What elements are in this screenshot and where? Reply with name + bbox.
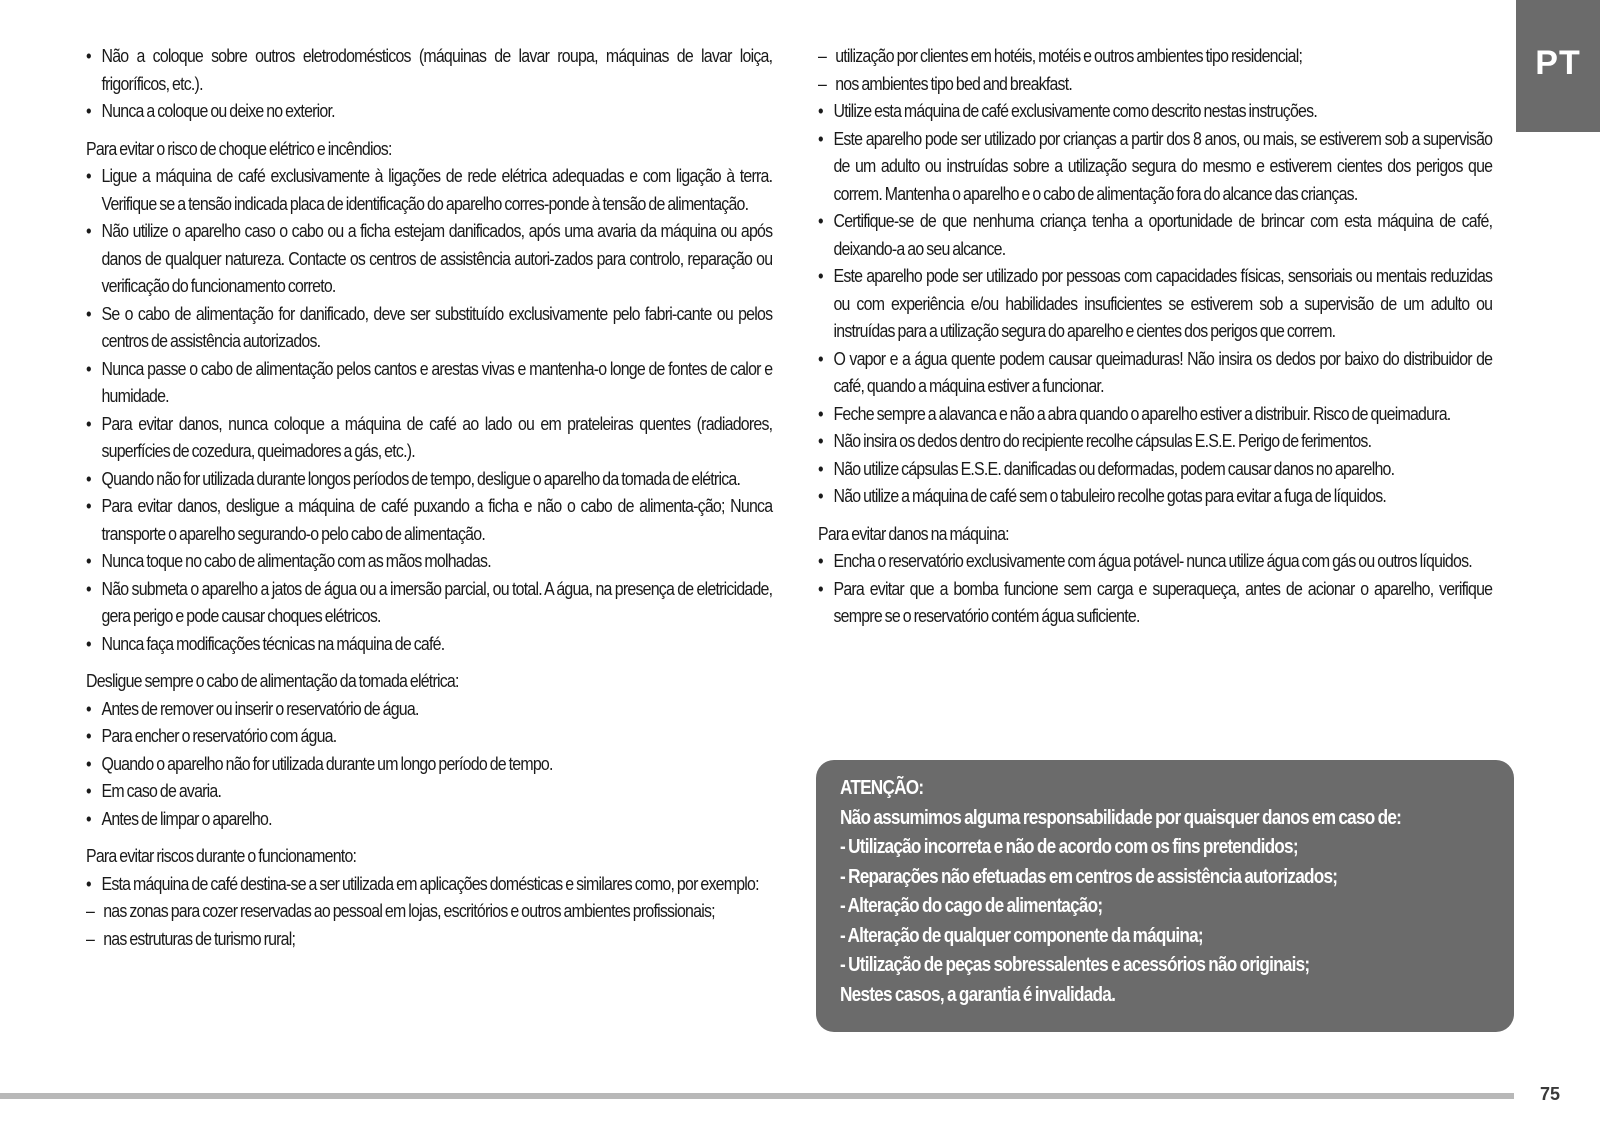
list-item: • Para encher o reservatório com água.: [86, 722, 772, 750]
list-item: • Não utilize a máquina de café sem o tabuleiro recolhe gotas para evitar a fuga de líquidos.: [818, 482, 1492, 510]
list-item: • Feche sempre a alavanca e não a abra quando o aparelho estiver a distribuir. Risco de queimadura.: [818, 400, 1492, 428]
left-column: [86, 42, 772, 952]
list-item: • O vapor e a água quente podem causar queimaduras! Não insira os dedos por baixo do distribuidor de café, quando a máquina estiver a funcionar.: [818, 345, 1492, 400]
placement-list: [86, 42, 772, 125]
list-item: • Se o cabo de alimentação for danificado, deve ser substituído exclusivamente pelo fabri-cante ou pelos centros de assistência autorizados.: [86, 300, 772, 355]
list-item: • Nunca a coloque ou deixe no exterior.: [86, 97, 772, 125]
list-item: • Quando não for utilizada durante longos períodos de tempo, desligue o aparelho da tomada de elétrica.: [86, 465, 772, 493]
list-item: • Encha o reservatório exclusivamente com água potável- nunca utilize água com gás ou outros líquidos.: [818, 547, 1492, 575]
warning-line: - Alteração do cago de alimentação;: [840, 895, 1103, 917]
warning-line: - Reparações não efetuadas em centros de assistência autorizados;: [840, 865, 1338, 888]
section-lead-machine: Para evitar danos na máquina:: [818, 522, 1009, 544]
right-column: [818, 42, 1492, 630]
list-item: • Utilize esta máquina de café exclusivamente como descrito nestas instruções.: [818, 97, 1492, 125]
list-item: • Não submeta o aparelho a jatos de água ou a imersão parcial, ou total. A água, na presença de eletricidade, gera perigo e pode causar choques elétricos.: [86, 575, 772, 630]
dash-item: – nas zonas para cozer reservadas ao pessoal em lojas, escritórios e outros ambientes profissionais;: [86, 900, 715, 921]
section-lead-unplug: Desligue sempre o cabo de alimentação da tomada elétrica:: [86, 670, 459, 691]
list-item: • Para evitar que a bomba funcione sem carga e superaqueça, antes de acionar o aparelho, verifique sempre se o reservatório contém água suficiente.: [818, 575, 1492, 630]
section-lead-operation: Para evitar riscos durante o funcionamento:: [86, 845, 357, 866]
warning-title: ATENÇÃO:: [840, 777, 924, 799]
list-item: • Este aparelho pode ser utilizado por pessoas com capacidades físicas, sensoriais ou mentais reduzidas ou com experiência e/ou habilidades insuficientes se estiverem sob a supervisão de um adulto ou instruídas para a utilização segura do aparelho e cientes dos perigos que correm.: [818, 262, 1492, 345]
list-item: • Em caso de avaria.: [86, 777, 772, 805]
operation-list: [86, 870, 772, 898]
page-number: 75: [1540, 1084, 1561, 1104]
warning-line: - Utilização incorreta e não de acordo com os fins pretendidos;: [840, 836, 1298, 858]
machine-list: [818, 547, 1492, 630]
list-item: • Para evitar danos, desligue a máquina de café puxando a ficha e não o cabo de alimenta-ção; Nunca transporte o aparelho segurando-o pelo cabo de alimentação.: [86, 492, 772, 547]
section-lead-shock: Para evitar o risco de choque elétrico e incêndios:: [86, 137, 392, 159]
shock-list: [86, 162, 772, 657]
list-item: • Nunca faça modificações técnicas na máquina de café.: [86, 630, 772, 658]
list-item: • Não a coloque sobre outros eletrodomésticos (máquinas de lavar roupa, máquinas de lavar loiça, frigoríficos, etc.).: [86, 42, 772, 97]
list-item: • Para evitar danos, nunca coloque a máquina de café ao lado ou em prateleiras quentes (radiadores, superfícies de cozedura, queimadores a gás, etc.).: [86, 410, 772, 465]
warning-box: [816, 760, 1514, 1032]
dash-item: – nos ambientes tipo bed and breakfast.: [818, 72, 1073, 94]
dash-item: – utilização por clientes em hotéis, motéis e outros ambientes tipo residencial;: [818, 45, 1303, 66]
list-item: • Nunca toque no cabo de alimentação com as mãos molhadas.: [86, 547, 772, 575]
list-item: • Ligue a máquina de café exclusivamente à ligações de rede elétrica adequadas e com ligação à terra. Verifique se a tensão indicada placa de identificação do aparelho corres-ponde à tensão de alimentação.: [86, 162, 772, 217]
warning-content: [840, 774, 1487, 1010]
list-item: • Não utilize cápsulas E.S.E. danificadas ou deformadas, podem causar danos no aparelho.: [818, 455, 1492, 483]
environment-dash-list: [818, 42, 1492, 97]
list-item: • Nunca passe o cabo de alimentação pelos cantos e arestas vivas e mantenha-o longe de fontes de calor e humidade.: [86, 355, 772, 410]
list-item: • Não utilize o aparelho caso o cabo ou a ficha estejam danificados, após uma avaria da máquina ou após danos de qualquer natureza. Contacte os centros de assistência autori-zados para controlo, reparação ou verificação do funcionamento correto.: [86, 217, 772, 300]
list-item: • Não insira os dedos dentro do recipiente recolhe cápsulas E.S.E. Perigo de ferimentos.: [818, 427, 1492, 455]
list-item: • Esta máquina de café destina-se a ser utilizada em aplicações domésticas e similares como, por exemplo:: [86, 870, 772, 898]
list-item: • Antes de remover ou inserir o reservatório de água.: [86, 695, 772, 723]
warning-line: Não assumimos alguma responsabilidade por quaisquer danos em caso de:: [840, 806, 1402, 829]
dash-item: – nas estruturas de turismo rural;: [86, 927, 296, 949]
list-item: • Este aparelho pode ser utilizado por crianças a partir dos 8 anos, ou mais, se estiverem sob a supervisão de um adulto ou instruídas sobre a utilização segura do mesmo e estiverem cientes dos perigos que correm. Mantenha o aparelho e o cabo de alimentação fora do alcance das crianças.: [818, 125, 1492, 208]
unplug-list: [86, 695, 772, 833]
language-tab: PT: [1516, 0, 1600, 132]
bottom-rule: [0, 1093, 1514, 1099]
list-item: • Antes de limpar o aparelho.: [86, 805, 772, 833]
operation-dash-list: [86, 897, 772, 952]
warning-line: - Alteração de qualquer componente da máquina;: [840, 924, 1203, 947]
warning-line: Nestes casos, a garantia é invalidada.: [840, 983, 1116, 1006]
warning-line: - Utilização de peças sobressalentes e acessórios não originais;: [840, 954, 1310, 976]
list-item: • Quando o aparelho não for utilizada durante um longo período de tempo.: [86, 750, 772, 778]
safety-list: [818, 97, 1492, 510]
list-item: • Certifique-se de que nenhuma criança tenha a oportunidade de brincar com esta máquina de café, deixando-a ao seu alcance.: [818, 207, 1492, 262]
